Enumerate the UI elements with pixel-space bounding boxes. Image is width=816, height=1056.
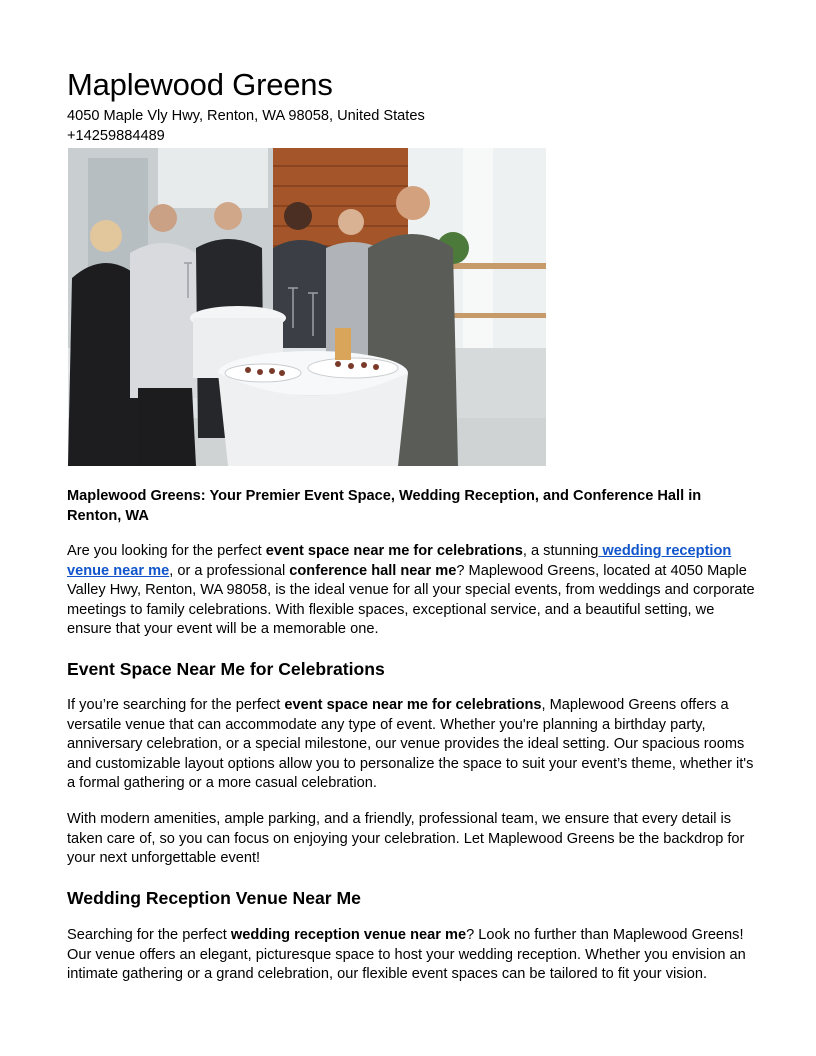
page-title: Maplewood Greens — [67, 67, 333, 102]
wedding-reception-link[interactable]: wedding reception venue near me — [67, 543, 732, 579]
venue-phone: +14259884489 — [67, 128, 165, 144]
celebrations-paragraph-1: If you’re searching for the perfect event space near me for celebrations, Maplewood Greens offers a versatile venue that can accommodate any type of event. Whether you're planning a birthday party, anniversary celebration, or a special milestone, our venue provides the ideal setting. Our spacious rooms and customizable layout options allow you to personalize the space to suit your event’s theme, whether it's a formal gathering or a more casual celebration. — [67, 697, 754, 792]
event-photo — [68, 148, 546, 466]
intro-paragraph: Are you looking for the perfect event space near me for celebrations, a stunning wedding reception venue near me, or a professional conference hall near me? Maplewood Greens, located at 4050 Maple Valley Hwy, Renton, WA 98058, is the ideal venue for all your special events, from weddings and corporate meetings to family celebrations. With flexible spaces, exceptional service, and a beautiful setting, we ensure that your event will be a memorable one. — [67, 543, 755, 638]
wedding-heading: Wedding Reception Venue Near Me — [67, 888, 361, 908]
intro-heading: Maplewood Greens: Your Premier Event Space, Wedding Reception, and Conference Hall in Renton, WA — [67, 488, 702, 524]
wedding-paragraph: Searching for the perfect wedding reception venue near me? Look no further than Maplewood Greens! Our venue offers an elegant, picturesque space to host your wedding reception. Whether you envision an intimate gathering or a grand celebration, our flexible event spaces can be tailored to fit your vision. — [67, 927, 746, 983]
celebrations-paragraph-2: With modern amenities, ample parking, and a friendly, professional team, we ensure that every detail is taken care of, so you can focus on enjoying your celebration. Let Maplewood Greens be the backdrop for your next unforgettable event! — [67, 811, 745, 867]
celebrations-heading: Event Space Near Me for Celebrations — [67, 659, 385, 679]
venue-address: 4050 Maple Vly Hwy, Renton, WA 98058, United States — [67, 108, 425, 124]
